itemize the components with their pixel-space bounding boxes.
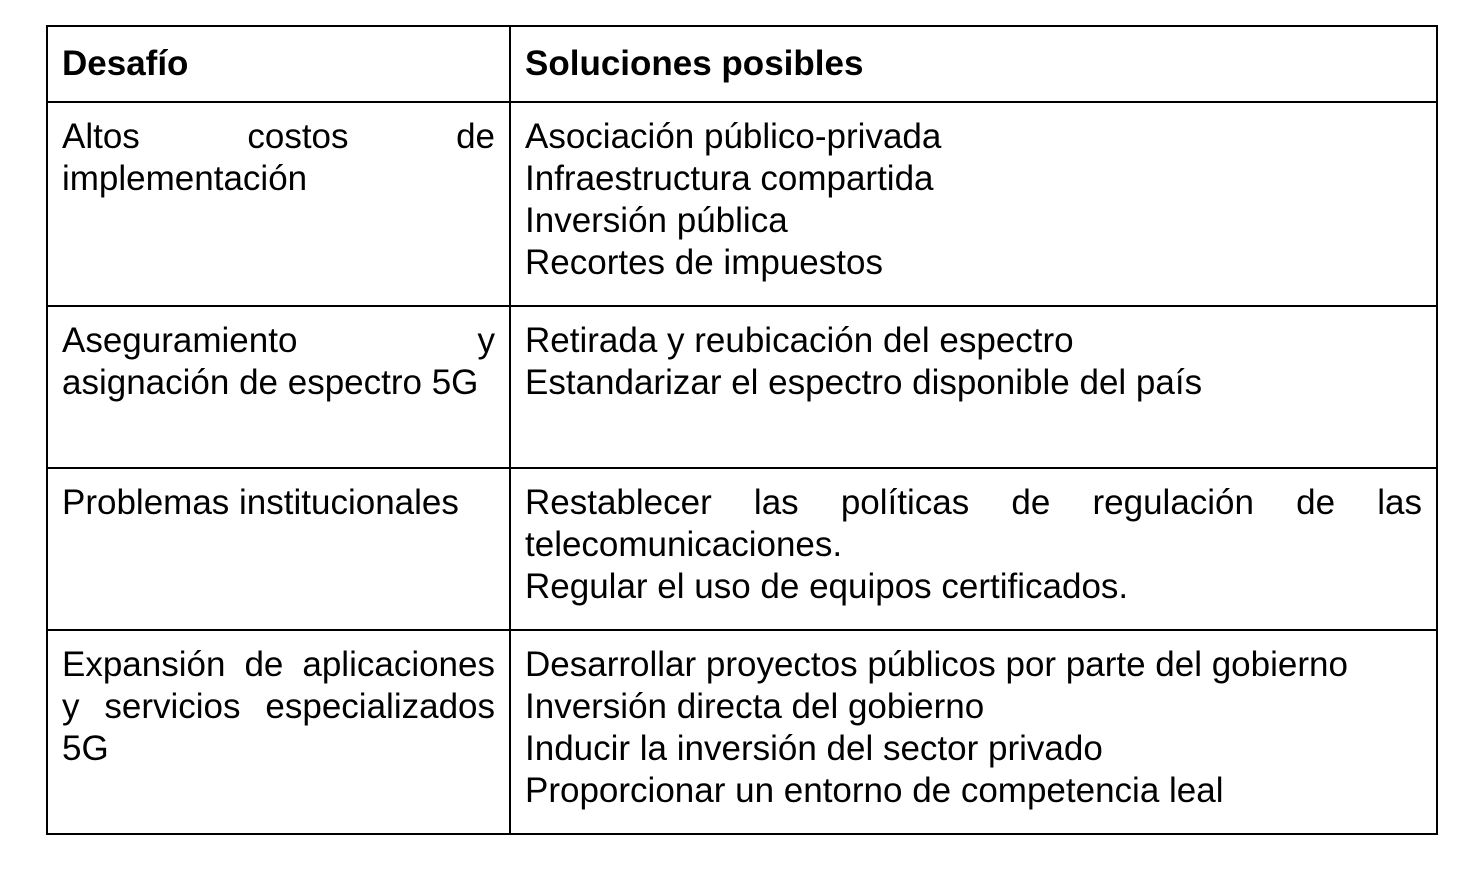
challenge-cell	[47, 630, 510, 834]
solutions-list	[525, 103, 1422, 296]
solution-item: Regular el uso de equipos certificados.	[525, 567, 1129, 606]
solution-item: Asociación público-privada	[525, 117, 942, 156]
header-row	[47, 26, 1437, 102]
solution-item: Inversión pública	[525, 201, 788, 240]
solution-item: Inversión directa del gobierno	[525, 687, 985, 726]
solutions-cell	[510, 102, 1437, 306]
header-challenge: Desafío	[47, 26, 510, 102]
solution-item: Proporcionar un entorno de competencia leal	[525, 771, 1224, 810]
challenge-text: Aseguramiento y asignación de espectro 5G	[62, 321, 495, 402]
solutions-cell	[510, 468, 1437, 630]
challenge-text: Expansión de aplicaciones y servicios especializados 5G	[62, 645, 495, 768]
solutions-cell	[510, 630, 1437, 834]
challenge-cell	[47, 306, 510, 468]
solutions-list	[525, 469, 1422, 620]
table-row	[47, 630, 1437, 834]
solution-item: Restablecer las políticas de regulación de las telecomunicaciones.	[525, 483, 1422, 564]
header-solutions: Soluciones posibles	[510, 26, 1437, 102]
table-row	[47, 306, 1437, 468]
solutions-cell	[510, 306, 1437, 468]
table-row	[47, 102, 1437, 306]
challenge-text: Problemas institucionales	[62, 483, 459, 522]
solution-item: Retirada y reubicación del espectro	[525, 321, 1074, 360]
challenges-solutions-table	[46, 25, 1438, 835]
solutions-list	[525, 631, 1422, 824]
challenge-text: Altos costos de implementación	[62, 117, 495, 198]
solution-item: Infraestructura compartida	[525, 159, 934, 198]
challenge-cell	[47, 468, 510, 630]
challenge-cell	[47, 102, 510, 306]
solution-item: Inducir la inversión del sector privado	[525, 729, 1103, 768]
solution-item: Recortes de impuestos	[525, 243, 883, 282]
solutions-list	[525, 307, 1422, 416]
table-row	[47, 468, 1437, 630]
solution-item: Desarrollar proyectos públicos por parte del gobierno	[525, 645, 1348, 684]
solution-item: Estandarizar el espectro disponible del país	[525, 363, 1203, 402]
